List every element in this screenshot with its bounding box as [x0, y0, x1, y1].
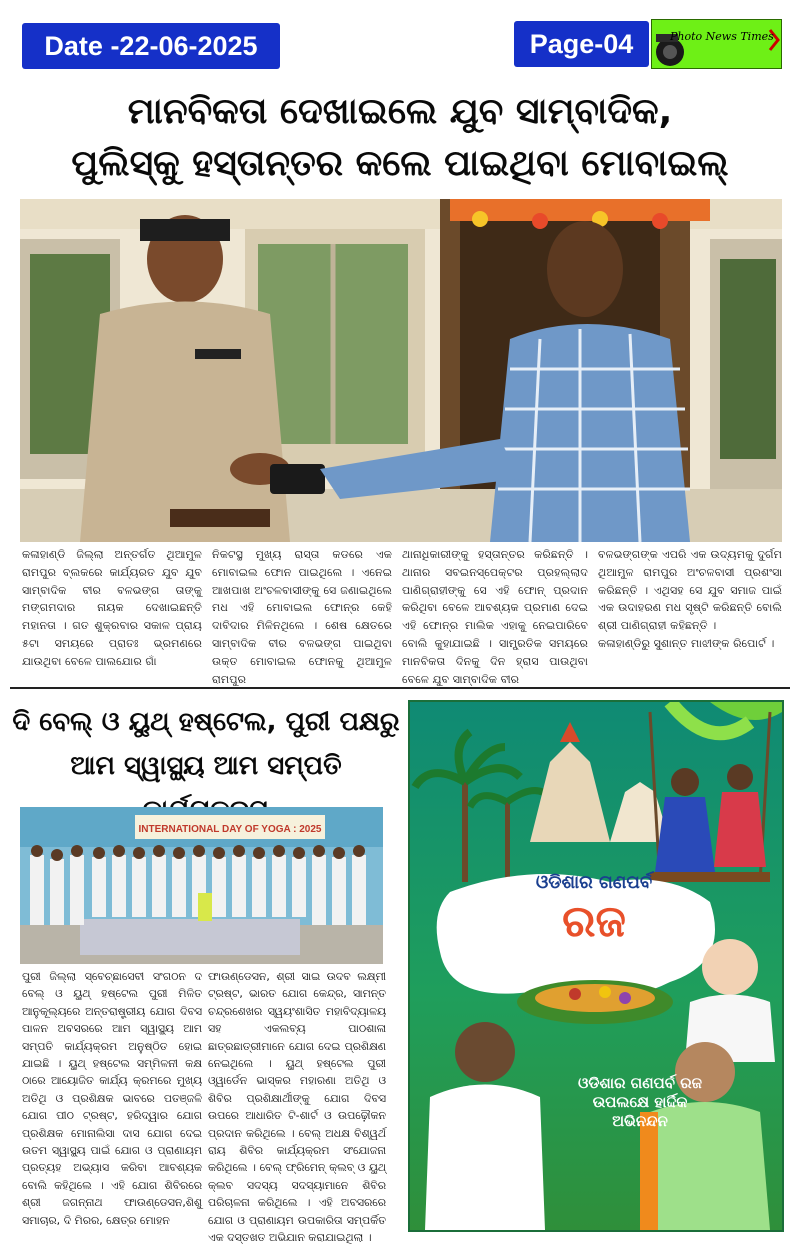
- story1-column-2: ନିକଟସ୍ଥ ମୁଖ୍ୟ ରାସ୍ତା କଡରେ ଏକ ମୋବାଇଲ ଫୋନ ପାଇଥିଲେ । ଏନେଇ ଆଖପାଖ ଅଂଚଳବାସୀଙ୍କୁ ସେ ଜଣାଇଥିଲେ ମଧ ଏହି ମୋବାଇଲ ଫୋନ୍‌ର କେହି ଦାବିଦାର ମିଳିନଥିଲେ । ଶେଷ କ୍ଷେତରେ ସାମ୍ବାଦିକ ବୀର ବଳଭଙ୍ଗ ପାଇଥିବା ଉକ୍ତ ମୋବାଇଲ ଫୋନକୁ ଥିଆମୁଳ ରାମପୁର: [212, 548, 392, 686]
- story1-headline-line1: ମାନବିକତା ଦେଖାଇଲେ ଯୁବ ସାମ୍ବାଦିକ,: [127, 91, 673, 132]
- advert-greeting-line1: ଓଡିଶାର ଗଣପର୍ବ ରଜ: [578, 1074, 702, 1092]
- date-label: [22, 23, 280, 69]
- camera-icon: [652, 20, 782, 69]
- story2-headline-line1: ଦି ବେଲ୍ ଓ ୟୁଥ୍ ହଷ୍ଟେଲ, ପୁରୀ ପକ୍ଷରୁ: [12, 707, 400, 737]
- story1-column-1: କଳାହାଣ୍ଡି ଜିଲ୍ଲା ଅନ୍ତର୍ଗତ ଥିଆମୁଳ ରାମପୁର ବ୍ଲକରେ କାର୍ଯ୍ୟରତ ଯୁବ ଯୁବ ସାମ୍ବାଦିକ ବୀର ବଳଭଙ୍ଗ ତାଙ୍କୁ ମଙ୍ଗମଦାର ନାୟକ ଦେଖାଇଛନ୍ତି ମହାନତା । ଗତ ଶୁକ୍ରବାର ସକାଳ ପ୍ରାୟ ୫ଟା ସମୟରେ ପ୍ରାତଃ ଭ୍ରମଣରେ ଯାଉଥିବା ବେଳେ ପାଲଯୋର ଗାଁ: [22, 548, 202, 668]
- story2-column-2: ଫାଉଣ୍ଡେସନ, ଶ୍ରୀ ସାଇ ଉଦବ ଲକ୍ଷ୍ମୀ ଟ୍ରଷ୍ଟ, ଭାରତ ଯୋଗ କେନ୍ଦ୍ର, ସାମନ୍ତ ଚନ୍ଦ୍ରଶେଖର ସ୍ୱୟଂଶାସିତ ମହାବିଦ୍ୟାଳୟ ସହ ଏକଲବ୍ୟ ପାଠଶାଳା ଛାତ୍ରଛାତ୍ରୀମାନେ ଯୋଗ ଦେଇ ପ୍ରଶିକ୍ଷଣ ନେଇଥିଲେ । ୟୁଥ୍ ହଷ୍ଟେଲ ପୁରୀ ଓ୍ୱାର୍ଡେନ ଭାସ୍କର ମହାରଣା ଅତିଥି ଓ ଶିବିର ପ୍ରଶିକ୍ଷାର୍ଥୀଙ୍କୁ ଯୋଗ ଦିବସ ଉପରେ ଆଧାରିତ ଟି-ଶାର୍ଟ ଓ ଉପଢ଼ୌକନ ପ୍ରଦାନ କରିଥିଲେ । ବେଲ୍ ଅଧକ୍ଷ ବିଶ୍ୱର୍ଥ ରାୟ ଶିବିର କାର୍ଯ୍ୟକ୍ରମ ସଂଯୋଜନା କରିଥିଲେ । ବେଲ୍ ଫ୍ରିମେନ୍ କ୍ଲବ୍ ଓ ୟୁଥ୍ କ୍ଲବ ସଦସ୍ୟ ସଦସ୍ୟାମାନେ ଶିବିର ପରିଚାଳନା କରିଥିଲେ । ଏହି ଅବସରରେ ଯୋଗ ଓ ପ୍ରାଣାୟମ ଉପକାରିତା ସମ୍ପର୍କିତ ଏକ ଦସ୍ତଖତ ଅଭିଯାନ କରାଯାଇଥିଲା ।: [208, 970, 386, 1245]
- logo-text: Photo News Times: [670, 30, 774, 43]
- story1-headline: [10, 86, 790, 190]
- story1-photo: [20, 199, 782, 542]
- advert-banner-text: ଓଡିଶାର ଗଣପର୍ବ: [535, 872, 653, 893]
- story2-headline-line2: ଆମ ସ୍ୱାସ୍ଥ୍ୟ ଆମ ସମ୍ପତି: [70, 751, 342, 781]
- story1-column-3: ଥାନାଧିକାରୀଙ୍କୁ ହସ୍ତାନ୍ତର କରିଛନ୍ତି । ଥାନାର ସବଇନସ୍‌ପେକ୍ଟର ପ୍ରହଲ୍ଲାଦ ପାଣିଗ୍ରାହୀଙ୍କୁ ସେ ଏହି ଫୋନ୍ ପ୍ରଦାନ କରିଥିବା ବେଳେ ଆବଶ୍ୟକ ପ୍ରମାଣ ଦେଇ ଏହି ଫୋନ୍‌ର ମାଲିକ ଏହାକୁ ନେଇପାରିବେ ବୋଲି କୁହାଯାଇଛି । ସାମ୍ପ୍ରତିକ ସମୟରେ ମାନବିକତା ଦିନକୁ ଦିନ ହ୍ରାସ ପାଉଥିବା ବେଳେ ଯୁବ ସାମ୍ବାଦିକ ବୀର: [402, 548, 588, 686]
- page-label: [514, 21, 649, 67]
- yoga-banner-text: INTERNATIONAL DAY OF YOGA : 2025: [138, 824, 322, 835]
- story2-column-1: ପୁରୀ ଜିଲ୍ଲା ସ୍ବେଚ୍ଛାସେବୀ ସଂଗଠନ ଦ ବେଲ୍ ଓ ୟୁଥ୍ ହଷ୍ଟେଲ ପୁରୀ ମିଳିତ ଆନୁକୂଲ୍ୟରେ ଅନ୍ତରାଷ୍ଟ୍ରୀୟ ଯୋଗ ଦିବସ ପାଳନ ଅବସରରେ ଆମ ସ୍ୱାସ୍ଥ୍ୟ ଆମ ସମ୍ପତି କାର୍ଯ୍ୟକ୍ରମ ଅନୁଷ୍ଠିତ ହୋଇ ଯାଇଛି । ୟୁଥ୍ ହଷ୍ଟେଲ ସମ୍ମିଳନୀ କକ୍ଷ ଠାରେ ଆୟୋଜିତ କାର୍ଯ୍ୟ କ୍ରମରେ ମୁଖ୍ୟ ଅତିଥି ଓ ପ୍ରଶିକ୍ଷକ ଭାବରେ ପତଞ୍ଜଳି ଯୋଗ ପୀଠ ଟ୍ରଷ୍ଟ, ହରିଦ୍ୱାର ଯୋଗ ପ୍ରଶିକ୍ଷକ ମୋନାଲିସା ଦାସ ଯୋଗ ଦେଇ ଉତମ ସ୍ୱାସ୍ଥ୍ୟ ପାଇଁ ଯୋଗ ଓ ପ୍ରାଣାୟମ ପ୍ରତ୍ୟହ ଅଭ୍ୟାସ କରିବା ଆବଶ୍ୟକ ବୋଲି କହିଥିଲେ । ଏହି ଯୋଗ ଶିବିରରେ ଶ୍ରୀ ଜଗନ୍ନାଥ ଫାଉଣ୍ଡେସନ,ଶିଶୁ ସମାଚାର, ଦି ମିରର, କ୍ଷେତ୍ର ମୋହନ: [22, 970, 202, 1227]
- advert-greeting: [560, 1074, 720, 1131]
- advert-greeting-line2: ଉପଲକ୍ଷେ ହାର୍ଦ୍ଦିକ: [592, 1093, 688, 1111]
- raja-festival-advert: [408, 700, 784, 1232]
- page-text: Page-04: [529, 28, 634, 59]
- section-divider: [10, 687, 790, 689]
- story2-photo: [20, 807, 383, 964]
- advert-title: ରଜ: [562, 896, 626, 947]
- story1-column-4: ବଳଭଙ୍ଗଙ୍କ ଏପରି ଏକ ଉଦ୍ୟମକୁ ଦୁର୍ଗମ ଥିଆମୁଳ ରାମପୁର ଅଂଚଳବାସୀ ପ୍ରଶଂସା କରିଛନ୍ତି । ଏଥିସହ ସେ ଯୁବ ସମାଜ ପାଇଁ ଏକ ଉଦାହରଣ ମଧ ସୃଷ୍ଟି କରିଛନ୍ତି ବୋଲି ଶ୍ରୀ ପାଣିଗ୍ରାହୀ କହିଛନ୍ତି । କଳାହାଣ୍ଡିରୁ ସୁଶାନ୍ତ ମାଝୀଙ୍କ ରିପୋର୍ଟ ।: [598, 548, 782, 650]
- advert-greeting-line3: ଅଭିନନ୍ଦନ: [612, 1112, 668, 1130]
- newspaper-logo: [651, 19, 782, 69]
- advert-banner: [494, 872, 694, 893]
- date-text: Date -22-06-2025: [44, 30, 258, 61]
- story1-headline-line2: ପୁଲିସ୍‌କୁ ହସ୍ତାନ୍ତର କଲେ ପାଇଥିବା ମୋବାଇଲ୍: [71, 143, 729, 184]
